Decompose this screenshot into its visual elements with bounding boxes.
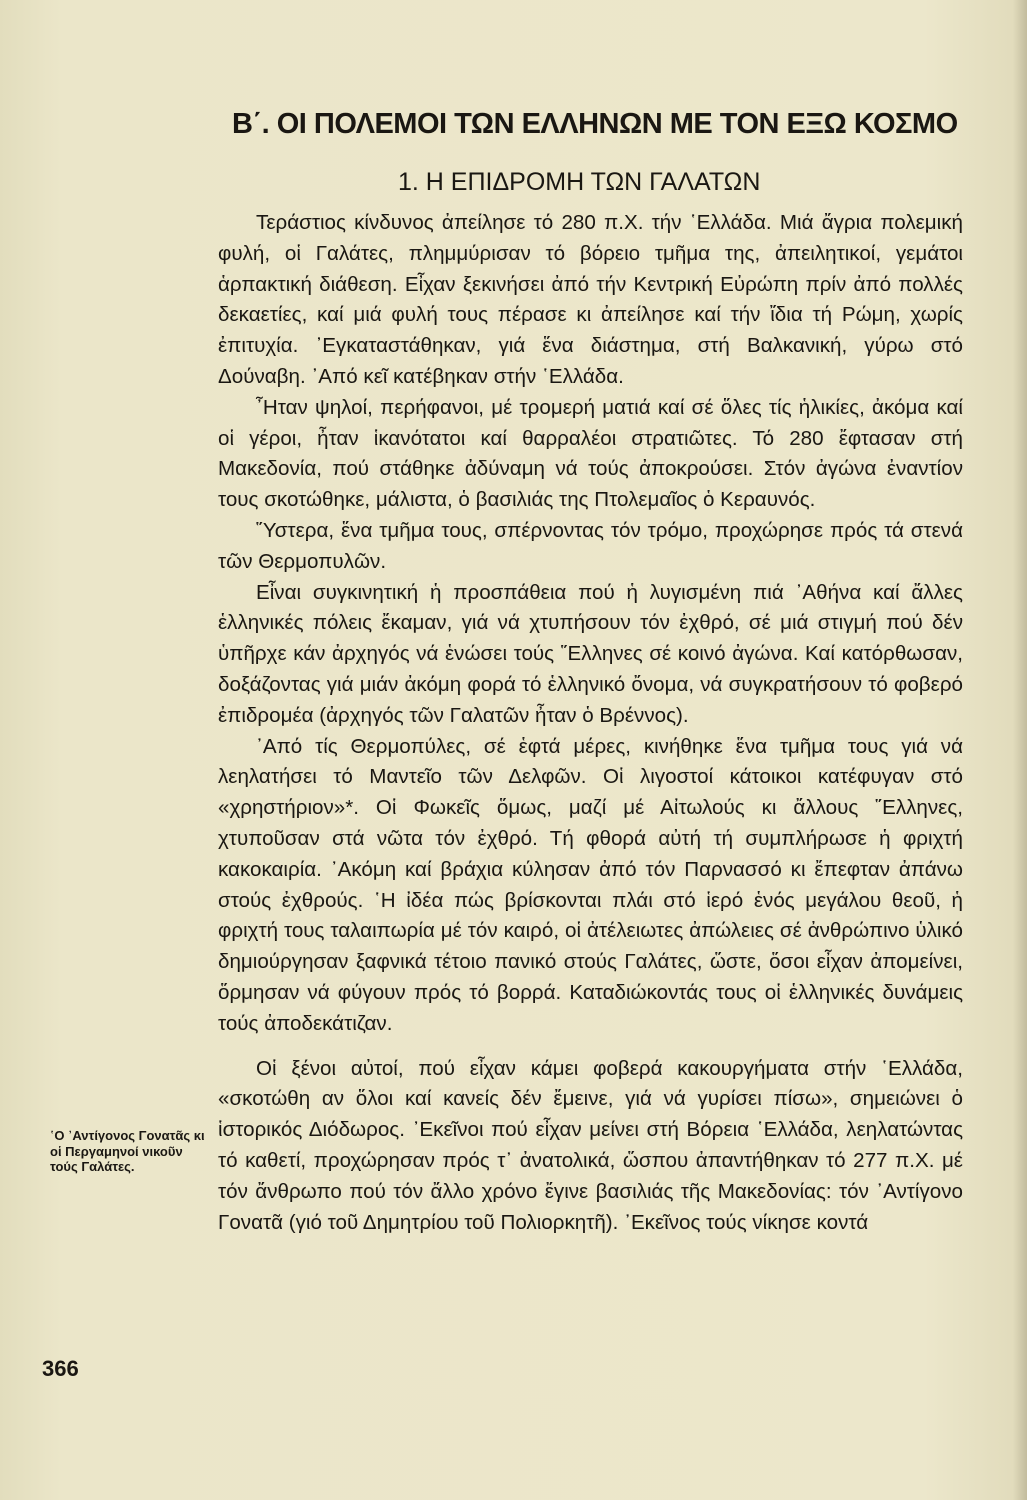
paragraph: Οἱ ξένοι αὐτοί, πού εἶχαν κάμει φοβερά κακουργήματα στήν ῾Ελλάδα, «σκοτώθη αν ὅλοι καί κανείς δέν ἔμεινε, γιά νά γυρίσει πίσω», σημειώνει ὁ ἱστορικός Διόδωρος. ᾿Εκεῖνοι πού εἶχαν μείνει στή Βόρεια ῾Ελλάδα, λεηλατώντας τό καθετί, προχώρησαν πρός τ᾿ ἀνατολικά, ὥσπου ἀπαντήθηκαν τό 277 π.Χ. μέ τόν ἄνθρωπο πού τόν ἄλλο χρόνο ἔγινε βασιλιάς τῆς Μακεδονίας: τόν ᾿Αντίγονο Γονατᾶ (γιό τοῦ Δημητρίου τοῦ Πολιορκητῆ). ᾿Εκεῖνος τούς νίκησε κοντά (218, 1056, 963, 1234)
paragraph: ῞Υστερα, ἕνα τμῆμα τους, σπέρνοντας τόν τρόμο, προχώρησε πρός τά στενά τῶν Θερμοπυλῶν. (218, 518, 963, 573)
paragraph: ῏Ηταν ψηλοί, περήφανοι, μέ τρομερή ματιά καί σέ ὅλες τίς ἡλικίες, ἀκόμα καί οἱ γέροι, ἦταν ἱκανότατοι καί θαρραλέοι στρατιῶτες. Τό 280 ἔφτασαν στή Μακεδονία, πού στάθηκε ἀδύναμη νά τούς ἀποκρούσει. Στόν ἀγώνα ἐναντίον τους σκοτώθηκε, μάλιστα, ὁ βασιλιάς της Πτολεμαῖος ὁ Κεραυνός. (218, 395, 963, 512)
page-number: 366 (42, 1356, 79, 1381)
paragraph: Εἶναι συγκινητική ἡ προσπάθεια πού ἡ λυγισμένη πιά ᾿Αθήνα καί ἄλλες ἑλληνικές πόλεις ἔκαμαν, γιά νά χτυπήσουν τόν ἐχθρό, σέ μιά στιγμή πού δέν ὑπῆρχε κάν ἀρχηγός νά ἑνώσει τούς ῞Ελληνες σέ κοινό ἀγώνα. Καί κατόρθωσαν, δοξάζοντας γιά μιάν ἀκόμη φορά τό ἑλληνικό ὄνομα, νά συγκρατήσουν τό φοβερό ἐπιδρομέα (ἀρχηγός τῶν Γαλατῶν ἦταν ὁ Βρέννος). (218, 580, 963, 727)
paragraph: Τεράστιος κίνδυνος ἀπείλησε τό 280 π.Χ. τήν ῾Ελλάδα. Μιά ἄγρια πολεμική φυλή, οἱ Γαλάτες, πλημμύρισαν τό βόρειο τμῆμα της, ἀπειλητικοί, γεμάτοι ἁρπακτική διάθεση. Εἶχαν ξεκινήσει ἀπό τήν Κεντρική Εὐρώπη πρίν ἀπό πολλές δεκαετίες, καί μιά φυλή τους πέρασε κι ἀπείλησε καί τήν ἴδια τή Ρώμη, χωρίς ἐπιτυχία. ᾿Εγκαταστάθηκαν, γιά ἕνα διάστημα, στή Βαλκανική, γύρω στό Δούναβη. ᾿Από κεῖ κατέβηκαν στήν ῾Ελλάδα. (218, 211, 963, 388)
paragraph: ᾿Από τίς Θερμοπύλες, σέ ἑφτά μέρες, κινήθηκε ἕνα τμῆμα τους γιά νά λεηλατήσει τό Μαντεῖο τῶν Δελφῶν. Οἱ λιγοστοί κάτοικοι κατέφυγαν στό «χρηστήριον»*. Οἱ Φωκεῖς ὅμως, μαζί μέ Αἰτωλούς κι ἄλλους ῞Ελληνες, χτυποῦσαν στά νῶτα τόν ἐχθρό. Τή φθορά αὐτή τή συμπλήρωσε ἡ φριχτή κακοκαιρία. ᾿Ακόμη καί βράχια κύλησαν ἀπό τόν Παρνασσό κι ἔπεφταν ἀπάνω στούς ἐχθρούς. ῾Η ἰδέα πώς βρίσκονται πλάι στό ἱερό ἑνός μεγάλου θεοῦ, ἡ φριχτή τους ταλαιπωρία μέ τόν καιρό, οἱ ἀτέλειωτες ἀπώλειες σέ ἀνθρώπινο ὑλικό δημιούργησαν ξαφνικά τέτοιο πανικό στούς Γαλάτες, ὥστε, ὅσοι εἶχαν ἀπομείνει, ὅρμησαν νά φύγουν πρός τό βορρά. Καταδιώκοντάς τους οἱ ἑλληνικές δυνάμεις τούς ἀποδεκάτιζαν. (218, 734, 963, 1035)
chapter-title: 1. Η ΕΠΙΔΡΟΜΗ ΤΩΝ ΓΑΛΑΤΩΝ (398, 168, 761, 196)
page-edge-shadow (1013, 0, 1027, 1500)
figure-caption: ῾Ο ᾿Αντίγονος Γονατᾶς κι οἱ Περγαμηνοί νικοῦν τούς Γαλάτες. (50, 1128, 205, 1174)
body-text (218, 208, 963, 1238)
section-title: Β΄. ΟΙ ΠΟΛΕΜΟΙ ΤΩΝ ΕΛΛΗΝΩΝ ΜΕ ΤΟΝ ΕΞΩ ΚΟΣΜΟ (232, 108, 958, 140)
